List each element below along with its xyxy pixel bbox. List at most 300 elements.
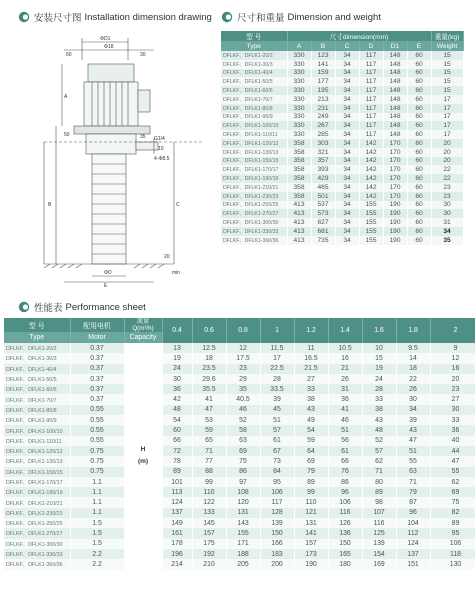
perf-cell-head-value: 61 <box>260 436 294 446</box>
perf-cell-head-value: 120 <box>226 497 260 507</box>
dim-cell-value: 60 <box>407 183 431 192</box>
dim-table-row <box>221 77 463 86</box>
perf-cell-head-value: 24 <box>362 374 396 384</box>
dim-cell-value: 190 <box>383 218 407 227</box>
dim-cell-value: 31 <box>431 218 463 227</box>
perf-cell-head-value: 55 <box>430 467 475 477</box>
perf-cell-head-value: 104 <box>396 518 430 528</box>
perf-cell-head-value: 192 <box>192 549 226 559</box>
perf-cell-head-value: 9 <box>430 343 475 353</box>
dim-cell-value: 501 <box>311 192 335 201</box>
dim-cell-value: 34 <box>335 60 359 69</box>
perf-cell-head-value: 44 <box>430 446 475 456</box>
perf-cell-head-value: 205 <box>226 559 260 569</box>
dim-cell-value: 34 <box>335 192 359 201</box>
perf-flow-0: 0.4 <box>162 318 192 343</box>
performance-section-title <box>18 300 146 314</box>
dim-cell-value: 15 <box>431 60 463 69</box>
perf-cell-head-value: 89 <box>430 518 475 528</box>
dim-cell-value: 142 <box>359 183 383 192</box>
perf-cell-head-value: 150 <box>328 539 362 549</box>
dim-cell-value: 15 <box>431 69 463 78</box>
perf-cell-head-value: 75 <box>226 456 260 466</box>
perf-cell-head-value: 78 <box>162 456 192 466</box>
dim-cell-value: 15 <box>431 51 463 60</box>
perf-cell-model: DFLKF、DFLK1-90/9 <box>4 415 70 425</box>
dim-cell-value: 34 <box>335 95 359 104</box>
perf-cell-motor: 1.5 <box>70 539 124 549</box>
perf-cell-head-value: 77 <box>192 456 226 466</box>
dim-cell-value: 148 <box>383 95 407 104</box>
dim-cell-value: 60 <box>407 130 431 139</box>
perf-cell-head-value: 131 <box>226 508 260 518</box>
perf-table-row <box>4 497 475 507</box>
perf-cell-head-value: 106 <box>328 497 362 507</box>
perf-cell-head-value: 89 <box>162 467 192 477</box>
perf-head-flow-cn: 流量 <box>136 318 150 325</box>
perf-cell-model: DFLKF、DFLK1-30/3 <box>4 353 70 363</box>
perf-cell-head-value: 126 <box>328 518 362 528</box>
dim-cell-value: 17 <box>431 95 463 104</box>
dim-cell-value: 34 <box>335 201 359 210</box>
dim-cell-value: 358 <box>287 148 311 157</box>
perf-cell-head-value: 171 <box>226 539 260 549</box>
dim-cell-value: 537 <box>311 201 335 210</box>
dim-cell-value: 34 <box>335 236 359 245</box>
dim-cell-value: 60 <box>407 174 431 183</box>
perf-cell-head-value: 40 <box>430 436 475 446</box>
perf-cell-head-value: 137 <box>396 549 430 559</box>
perf-cell-head-value: 28 <box>260 374 294 384</box>
dim-table-row <box>221 165 463 174</box>
perf-cell-motor: 0.55 <box>70 415 124 425</box>
perf-table-row <box>4 487 475 497</box>
perf-cell-head-value: 41 <box>328 405 362 415</box>
perf-cell-head-value: 26 <box>396 384 430 394</box>
dim-cell-value: 413 <box>287 218 311 227</box>
perf-cell-head-value: 53 <box>192 415 226 425</box>
drawing-label-30: 30 <box>140 52 146 58</box>
dim-cell-value: 60 <box>407 51 431 60</box>
drawing-label-phi18: Φ18 <box>104 44 114 50</box>
dim-cell-value: 34 <box>335 139 359 148</box>
dim-col-e: E <box>407 41 431 51</box>
dim-cell-value: 23 <box>431 183 463 192</box>
perf-cell-head-value: 133 <box>192 508 226 518</box>
perf-cell-head-value: 124 <box>162 497 192 507</box>
dim-cell-value: 60 <box>407 192 431 201</box>
dim-cell-value: 170 <box>383 192 407 201</box>
dim-cell-value: 155 <box>359 236 383 245</box>
perf-cell-head-value: 59 <box>294 436 328 446</box>
dimension-title-cn: 尺寸和重量 <box>237 13 285 24</box>
perf-cell-head-value: 75 <box>430 497 475 507</box>
dim-cell-value: 358 <box>287 192 311 201</box>
perf-cell-head-value: 86 <box>328 477 362 487</box>
perf-cell-head-value: 190 <box>294 559 328 569</box>
dim-cell-value: 34 <box>335 148 359 157</box>
perf-flow-4: 1.2 <box>294 318 328 343</box>
perf-cell-head-value: 30 <box>396 394 430 404</box>
dim-cell-value: 148 <box>383 86 407 95</box>
dim-cell-value: 170 <box>383 157 407 166</box>
perf-head-motor-cn: 配用电机 <box>70 318 124 332</box>
dim-cell-value: 148 <box>383 130 407 139</box>
drawing-label-60: 60 <box>66 52 72 58</box>
perf-table-row <box>4 559 475 569</box>
perf-cell-head-value: 61 <box>328 446 362 456</box>
perf-head-capacity: Capacity <box>124 332 162 343</box>
perf-cell-head-value: 96 <box>328 487 362 497</box>
perf-cell-head-value: 79 <box>294 467 328 477</box>
perf-table-row <box>4 405 475 415</box>
dim-cell-value: 117 <box>359 130 383 139</box>
dim-cell-value: 170 <box>383 148 407 157</box>
perf-cell-head-value: 41 <box>192 394 226 404</box>
perf-cell-head-value: 87 <box>396 497 430 507</box>
perf-cell-head-value: 130 <box>430 559 475 569</box>
perf-cell-head-value: 27 <box>430 394 475 404</box>
perf-cell-head-value: 46 <box>226 405 260 415</box>
perf-cell-head-value: 14 <box>396 353 430 363</box>
dim-cell-value: 249 <box>311 113 335 122</box>
dim-cell-value: 170 <box>383 165 407 174</box>
perf-cell-head-value: 178 <box>162 539 192 549</box>
perf-table-row <box>4 353 475 363</box>
perf-cell-model: DFLKF、DFLK1-330/33 <box>4 549 70 559</box>
dim-table-row <box>221 95 463 104</box>
perf-head-flow <box>124 318 162 332</box>
perf-cell-head-value: 38 <box>362 405 396 415</box>
dim-cell-value: 60 <box>407 165 431 174</box>
perf-cell-motor: 0.37 <box>70 353 124 363</box>
perf-cell-head-value: 22.5 <box>260 364 294 374</box>
dim-cell-value: 330 <box>287 77 311 86</box>
perf-cell-head-value: 52 <box>226 415 260 425</box>
dim-cell-value: 123 <box>311 51 335 60</box>
dim-cell-value: 330 <box>287 121 311 130</box>
dim-cell-value: 330 <box>287 104 311 113</box>
dim-cell-value: 60 <box>407 69 431 78</box>
dim-cell-value: 148 <box>383 104 407 113</box>
c-circle-icon <box>18 11 30 23</box>
dim-cell-value: 142 <box>359 192 383 201</box>
dim-cell-value: 60 <box>407 148 431 157</box>
perf-cell-head-value: 108 <box>226 487 260 497</box>
perf-cell-head-value: 165 <box>328 549 362 559</box>
perf-cell-head-value: 10.5 <box>328 343 362 353</box>
perf-cell-head-value: 43 <box>294 405 328 415</box>
perf-cell-model: DFLKF、DFLK1-250/25 <box>4 518 70 528</box>
dim-table-row <box>221 236 463 245</box>
dim-cell-value: 34 <box>335 86 359 95</box>
dim-cell-value: 117 <box>359 95 383 104</box>
perf-cell-head-value: 57 <box>260 425 294 435</box>
dim-cell-value: 358 <box>287 165 311 174</box>
dim-cell-value: 60 <box>407 209 431 218</box>
dim-cell-value: 17 <box>431 130 463 139</box>
perf-cell-head-value: 13 <box>162 343 192 353</box>
perf-cell-motor: 0.75 <box>70 446 124 456</box>
drawing-label-n: 4-Φ8.5 <box>154 156 170 162</box>
dim-cell-value: 231 <box>311 104 335 113</box>
dim-cell-value: 34 <box>431 227 463 236</box>
dim-cell-value: 321 <box>311 148 335 157</box>
perf-cell-head-value: 66 <box>328 456 362 466</box>
c-circle-icon <box>221 11 233 23</box>
perf-cell-motor: 0.37 <box>70 343 124 353</box>
perf-cell-head-value: 95 <box>430 528 475 538</box>
perf-table-row <box>4 425 475 435</box>
perf-cell-model: DFLKF、DFLK1-130/13 <box>4 456 70 466</box>
dim-cell-value: 17 <box>431 104 463 113</box>
perf-cell-head-value: 15 <box>362 353 396 363</box>
perf-cell-motor: 1.5 <box>70 528 124 538</box>
perf-cell-head-value: 69 <box>294 456 328 466</box>
perf-cell-head-value: 33.5 <box>260 384 294 394</box>
perf-cell-head-value: 16 <box>430 364 475 374</box>
perf-cell-model: DFLKF、DFLK1-40/4 <box>4 364 70 374</box>
perf-cell-head-value: 21 <box>328 364 362 374</box>
dim-cell-value: 358 <box>287 139 311 148</box>
dim-cell-value: 20 <box>431 139 463 148</box>
dim-cell-value: 15 <box>431 86 463 95</box>
dim-cell-value: 30 <box>431 201 463 210</box>
dim-cell-model: DFLKF、DFLK1-230/23 <box>221 192 287 201</box>
perf-cell-head-value: 31 <box>328 384 362 394</box>
dim-cell-model: DFLKF、DFLK1-70/7 <box>221 95 287 104</box>
perf-cell-head-value: 214 <box>162 559 192 569</box>
perf-cell-head-value: 157 <box>294 539 328 549</box>
perf-cell-head-value: 47 <box>396 436 430 446</box>
perf-cell-head-value: 16 <box>328 353 362 363</box>
dim-cell-model: DFLKF、DFLK1-150/15 <box>221 157 287 166</box>
perf-cell-head-value: 131 <box>294 518 328 528</box>
perf-cell-head-value: 55 <box>396 456 430 466</box>
perf-cell-model: DFLKF、DFLK1-150/15 <box>4 467 70 477</box>
perf-cell-head-value: 18 <box>396 364 430 374</box>
perf-cell-head-value: 76 <box>328 467 362 477</box>
dim-table-row <box>221 121 463 130</box>
dim-table-row <box>221 113 463 122</box>
perf-cell-motor: 1.1 <box>70 487 124 497</box>
perf-cell-head-value: 57 <box>362 446 396 456</box>
dim-table-row <box>221 227 463 236</box>
perf-cell-model: DFLKF、DFLK1-20/2 <box>4 343 70 353</box>
drawing-label-c: C <box>176 202 180 208</box>
dim-cell-model: DFLKF、DFLK1-20/2 <box>221 51 287 60</box>
dim-cell-value: 148 <box>383 51 407 60</box>
dim-cell-value: 190 <box>383 201 407 210</box>
perf-cell-head-value: 11.5 <box>260 343 294 353</box>
dim-cell-value: 303 <box>311 139 335 148</box>
perf-cell-model: DFLKF、DFLK1-80/8 <box>4 405 70 415</box>
install-section-title <box>18 10 212 24</box>
perf-head-label: H <box>140 446 146 454</box>
dim-cell-value: 34 <box>335 51 359 60</box>
perf-cell-head-value: 188 <box>226 549 260 559</box>
perf-cell-head-value: 161 <box>162 528 192 538</box>
dim-table-row <box>221 201 463 210</box>
dim-table-row <box>221 139 463 148</box>
perf-cell-head-value: 16.5 <box>294 353 328 363</box>
perf-cell-head-value: 124 <box>396 539 430 549</box>
dim-cell-value: 170 <box>383 174 407 183</box>
perf-cell-head-value: 73 <box>260 456 294 466</box>
dim-cell-value: 23 <box>431 192 463 201</box>
dimension-weight-table <box>221 31 464 245</box>
dim-cell-model: DFLKF、DFLK1-210/21 <box>221 183 287 192</box>
dim-cell-value: 330 <box>287 60 311 69</box>
perf-cell-head-value: 11 <box>294 343 328 353</box>
perf-cell-head-value: 84 <box>260 467 294 477</box>
dim-cell-value: 148 <box>383 113 407 122</box>
dim-table-row <box>221 51 463 60</box>
dim-cell-value: 159 <box>311 69 335 78</box>
dim-cell-value: 330 <box>287 113 311 122</box>
dim-cell-value: 34 <box>335 165 359 174</box>
dim-cell-value: 60 <box>407 201 431 210</box>
perf-cell-head-value: 173 <box>294 549 328 559</box>
dim-cell-model: DFLKF、DFLK1-60/6 <box>221 86 287 95</box>
perf-cell-head-value: 122 <box>192 497 226 507</box>
dim-cell-value: 358 <box>287 183 311 192</box>
perf-flow-5: 1.4 <box>328 318 362 343</box>
dim-cell-value: 117 <box>359 60 383 69</box>
perf-table-row <box>4 549 475 559</box>
perf-flow-2: 0.8 <box>226 318 260 343</box>
dim-cell-value: 357 <box>311 157 335 166</box>
dim-cell-value: 117 <box>359 86 383 95</box>
perf-cell-head-value: 33 <box>430 415 475 425</box>
dim-cell-value: 413 <box>287 227 311 236</box>
perf-cell-motor: 0.37 <box>70 364 124 374</box>
perf-table-row <box>4 364 475 374</box>
dimension-title-en: Dimension and weight <box>287 11 381 23</box>
perf-cell-model: DFLKF、DFLK1-120/12 <box>4 446 70 456</box>
perf-cell-head-value: 23.5 <box>192 364 226 374</box>
dim-cell-value: 117 <box>359 69 383 78</box>
drawing-label-35: 35 <box>140 134 146 140</box>
dim-cell-value: 34 <box>335 218 359 227</box>
perf-cell-head-value: 36 <box>162 384 192 394</box>
perf-cell-motor: 2.2 <box>70 559 124 569</box>
perf-cell-head-value: 52 <box>362 436 396 446</box>
perf-table-row <box>4 415 475 425</box>
dim-cell-value: 15 <box>431 77 463 86</box>
dim-cell-value: 117 <box>359 51 383 60</box>
perf-cell-head-value: 43 <box>362 415 396 425</box>
perf-cell-model: DFLKF、DFLK1-190/19 <box>4 487 70 497</box>
perf-head-cell <box>124 343 162 570</box>
perf-cell-head-value: 36 <box>430 425 475 435</box>
perf-cell-head-value: 157 <box>192 528 226 538</box>
c-circle-icon <box>18 301 30 313</box>
dim-cell-model: DFLKF、DFLK1-300/30 <box>221 218 287 227</box>
dim-cell-value: 393 <box>311 165 335 174</box>
dim-cell-value: 142 <box>359 165 383 174</box>
dim-cell-value: 34 <box>335 209 359 218</box>
perf-cell-head-value: 51 <box>260 415 294 425</box>
perf-table-row <box>4 384 475 394</box>
dim-cell-value: 30 <box>431 209 463 218</box>
dim-cell-value: 170 <box>383 139 407 148</box>
perf-flow-1: 0.6 <box>192 318 226 343</box>
dim-table-row <box>221 192 463 201</box>
perf-cell-head-value: 89 <box>362 487 396 497</box>
perf-cell-head-value: 45 <box>260 405 294 415</box>
install-title-cn: 安装尺寸图 <box>34 13 82 24</box>
perf-cell-head-value: 62 <box>430 477 475 487</box>
dim-col-a: A <box>287 41 311 51</box>
dim-cell-value: 177 <box>311 77 335 86</box>
perf-cell-head-value: 54 <box>294 425 328 435</box>
drawing-label-connection: G1/4 <box>154 136 165 142</box>
perf-cell-motor: 1.1 <box>70 508 124 518</box>
perf-cell-head-value: 106 <box>430 539 475 549</box>
perf-cell-motor: 1.1 <box>70 497 124 507</box>
perf-table-row <box>4 436 475 446</box>
dim-cell-model: DFLKF、DFLK1-170/17 <box>221 165 287 174</box>
perf-cell-head-value: 12.5 <box>192 343 226 353</box>
perf-cell-head-value: 20 <box>430 374 475 384</box>
perf-cell-head-value: 210 <box>192 559 226 569</box>
perf-cell-head-value: 40.5 <box>226 394 260 404</box>
drawing-label-d: ΦD <box>104 270 112 276</box>
dim-cell-value: 627 <box>311 218 335 227</box>
perf-table-row <box>4 374 475 384</box>
perf-cell-head-value: 34 <box>396 405 430 415</box>
perf-cell-head-value: 58 <box>226 425 260 435</box>
perf-cell-head-value: 110 <box>192 487 226 497</box>
perf-head-model-cn: 型 号 <box>4 318 70 332</box>
dim-cell-value: 190 <box>383 227 407 236</box>
perf-cell-head-value: 63 <box>396 467 430 477</box>
dim-cell-value: 330 <box>287 51 311 60</box>
perf-cell-head-value: 18 <box>192 353 226 363</box>
dim-cell-value: 413 <box>287 201 311 210</box>
dim-cell-model: DFLKF、DFLK1-110/11 <box>221 130 287 139</box>
perf-flow-7: 1.8 <box>396 318 430 343</box>
perf-cell-motor: 0.37 <box>70 374 124 384</box>
install-title-en: Installation dimension drawing <box>84 11 212 23</box>
perf-table-row <box>4 508 475 518</box>
perf-cell-head-value: 118 <box>430 549 475 559</box>
perf-cell-head-value: 67 <box>260 446 294 456</box>
perf-cell-head-value: 141 <box>294 528 328 538</box>
perf-cell-head-value: 71 <box>192 446 226 456</box>
perf-cell-head-value: 12 <box>430 353 475 363</box>
perf-cell-head-value: 69 <box>226 446 260 456</box>
perf-cell-head-value: 51 <box>328 425 362 435</box>
dim-table-row <box>221 60 463 69</box>
dim-cell-value: 35 <box>431 236 463 245</box>
perf-cell-head-value: 17.5 <box>226 353 260 363</box>
dim-cell-value: 34 <box>335 130 359 139</box>
dim-table-row <box>221 157 463 166</box>
perf-table-row <box>4 467 475 477</box>
dim-cell-value: 34 <box>335 183 359 192</box>
perf-cell-head-value: 180 <box>328 559 362 569</box>
perf-table-body <box>4 343 475 570</box>
dim-cell-value: 34 <box>335 121 359 130</box>
perf-cell-head-value: 63 <box>226 436 260 446</box>
dim-cell-model: DFLKF、DFLK1-90/9 <box>221 113 287 122</box>
installation-dimension-drawing <box>4 26 204 288</box>
perf-cell-head-value: 33 <box>362 394 396 404</box>
perf-cell-head-value: 23 <box>226 364 260 374</box>
dim-cell-value: 195 <box>311 86 335 95</box>
